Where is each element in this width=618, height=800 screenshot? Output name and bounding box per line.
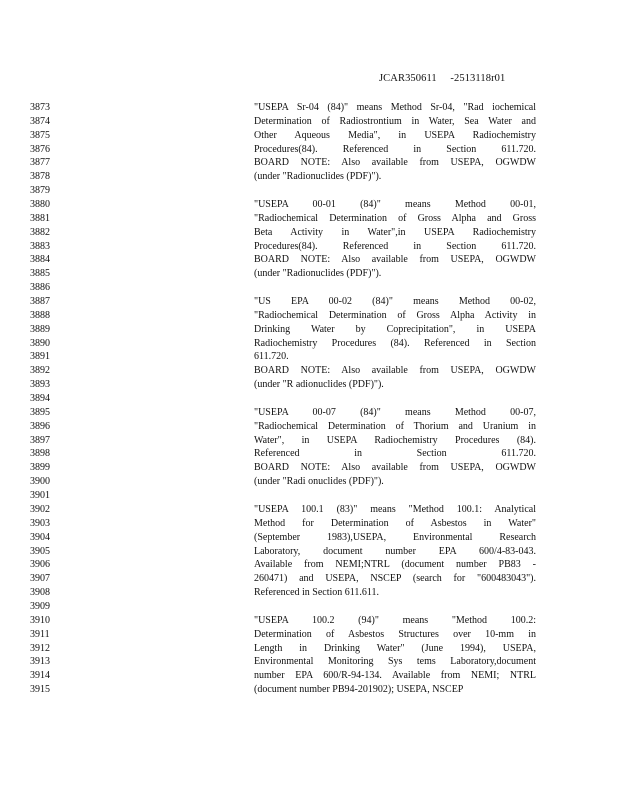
document-header: JCAR350611 -2513118r01 [379,73,506,84]
definition-paragraph [254,614,536,697]
text-line: Environmental Monitoring Sys tems Laboratory,document [254,656,536,668]
line-number: 3876 [30,143,50,155]
line-number: 3902 [30,503,50,515]
line-number: 3903 [30,517,50,529]
line-number: 3895 [30,406,50,418]
text-line: "USEPA Sr-04 (84)" means Method Sr-04, "Rad iochemical [254,102,536,113]
text-line: "USEPA 100.1 (83)" means "Method 100.1: Analytical [254,503,536,515]
line-number: 3886 [30,282,50,294]
text-line: Procedures(84). Referenced in Section 611.720. [254,240,536,252]
text-line: Radiochemistry Procedures (84). Referenced in Section [254,337,536,349]
line-number: 3893 [30,379,50,391]
text-line: Laboratory, document number EPA 600/4-83-043. [254,545,536,557]
line-number: 3891 [30,351,50,363]
blank-line [254,281,536,295]
blank-line [254,600,536,614]
blank-line [254,489,536,503]
text-line: "USEPA 00-07 (84)" means Method 00-07, [254,406,536,418]
line-number: 3889 [30,323,50,335]
text-line: (September 1983),USEPA, Environmental Research [254,531,536,543]
definition-paragraph [254,503,536,600]
line-number: 3885 [30,268,50,280]
line-number: 3906 [30,559,50,571]
definition-paragraph [254,198,536,281]
text-line: Water", in USEPA Radiochemistry Procedures (84). [254,434,536,446]
line-number: 3900 [30,476,50,488]
line-number: 3878 [30,171,50,183]
text-line: 611.720. [254,351,289,363]
text-line: Procedures(84). Referenced in Section 611.720. [254,143,536,155]
line-number: 3894 [30,393,50,405]
definition-paragraph [254,295,536,392]
line-number: 3890 [30,337,50,349]
line-number: 3908 [30,587,50,599]
text-line: BOARD NOTE: Also available from USEPA, OGWDW [254,365,536,377]
text-line: Determination of Asbestos Structures over 10-mm in [254,628,536,640]
text-line: (under "Radi onuclides (PDF)"). [254,476,384,488]
text-line: "Radiochemical Determination of Thorium and Uranium in [254,420,536,432]
line-number: 3875 [30,129,50,141]
line-number: 3888 [30,309,50,321]
text-line: Drinking Water by Coprecipitation", in USEPA [254,323,536,335]
text-line: (under "Radionuclides (PDF)"). [254,171,382,183]
text-line: BOARD NOTE: Also available from USEPA, OGWDW [254,157,536,169]
text-line: Length in Drinking Water" (June 1994), USEPA, [254,642,536,654]
line-number: 3880 [30,199,50,211]
text-line: (under "R adionuclides (PDF)"). [254,379,384,391]
text-line: "USEPA 00-01 (84)" means Method 00-01, [254,199,536,211]
line-number: 3901 [30,490,50,502]
line-number: 3879 [30,185,50,197]
line-number: 3884 [30,254,50,266]
line-number: 3898 [30,448,50,460]
text-line: Available from NEMI;NTRL (document number PB83 - [254,559,536,571]
text-line: Referenced in Section 611.611. [254,587,380,599]
line-number: 3904 [30,531,50,543]
line-number: 3877 [30,157,50,169]
line-number: 3907 [30,573,50,585]
line-number: 3892 [30,365,50,377]
text-line: Other Aqueous Media", in USEPA Radiochemistry [254,129,536,141]
line-number: 3910 [30,614,50,626]
text-line: "Radiochemical Determination of Gross Alpha and Gross [254,212,536,224]
text-line: "US EPA 00-02 (84)" means Method 00-02, [254,296,536,308]
line-number: 3909 [30,600,50,612]
text-line: "Radiochemical Determination of Gross Alpha Activity in [254,309,536,321]
line-number: 3913 [30,656,50,668]
text-line: (under "Radionuclides (PDF)"). [254,268,382,280]
line-number: 3874 [30,115,50,127]
line-number-column [30,101,50,697]
line-number: 3914 [30,670,50,682]
text-line: BOARD NOTE: Also available from USEPA, OGWDW [254,254,536,266]
blank-line [254,392,536,406]
text-line: "USEPA 100.2 (94)" means "Method 100.2: [254,614,536,626]
text-line: Referenced in Section 611.720. [254,448,536,460]
blank-line [254,184,536,198]
text-line: Method for Determination of Asbestos in Water" [254,517,536,529]
line-number: 3873 [30,102,50,113]
definition-paragraph [254,101,536,184]
line-number: 3896 [30,420,50,432]
text-line: Determination of Radiostrontium in Water, Sea Water and [254,115,536,127]
text-line: 260471) and USEPA, NSCEP (search for "600483043"). [254,573,536,585]
document-body [254,101,536,697]
line-number: 3915 [30,684,50,696]
text-line: (document number PB94-201902); USEPA, NSCEP [254,684,464,696]
line-number: 3899 [30,462,50,474]
line-number: 3905 [30,545,50,557]
definition-paragraph [254,406,536,489]
line-number: 3887 [30,296,50,308]
line-number: 3881 [30,212,50,224]
text-line: BOARD NOTE: Also available from USEPA, OGWDW [254,462,536,474]
line-number: 3897 [30,434,50,446]
line-number: 3882 [30,226,50,238]
text-line: Beta Activity in Water",in USEPA Radiochemistry [254,226,536,238]
text-line: number EPA 600/R-94-134. Available from NEMI; NTRL [254,670,536,682]
line-number: 3912 [30,642,50,654]
line-number: 3911 [30,628,50,640]
line-number: 3883 [30,240,50,252]
